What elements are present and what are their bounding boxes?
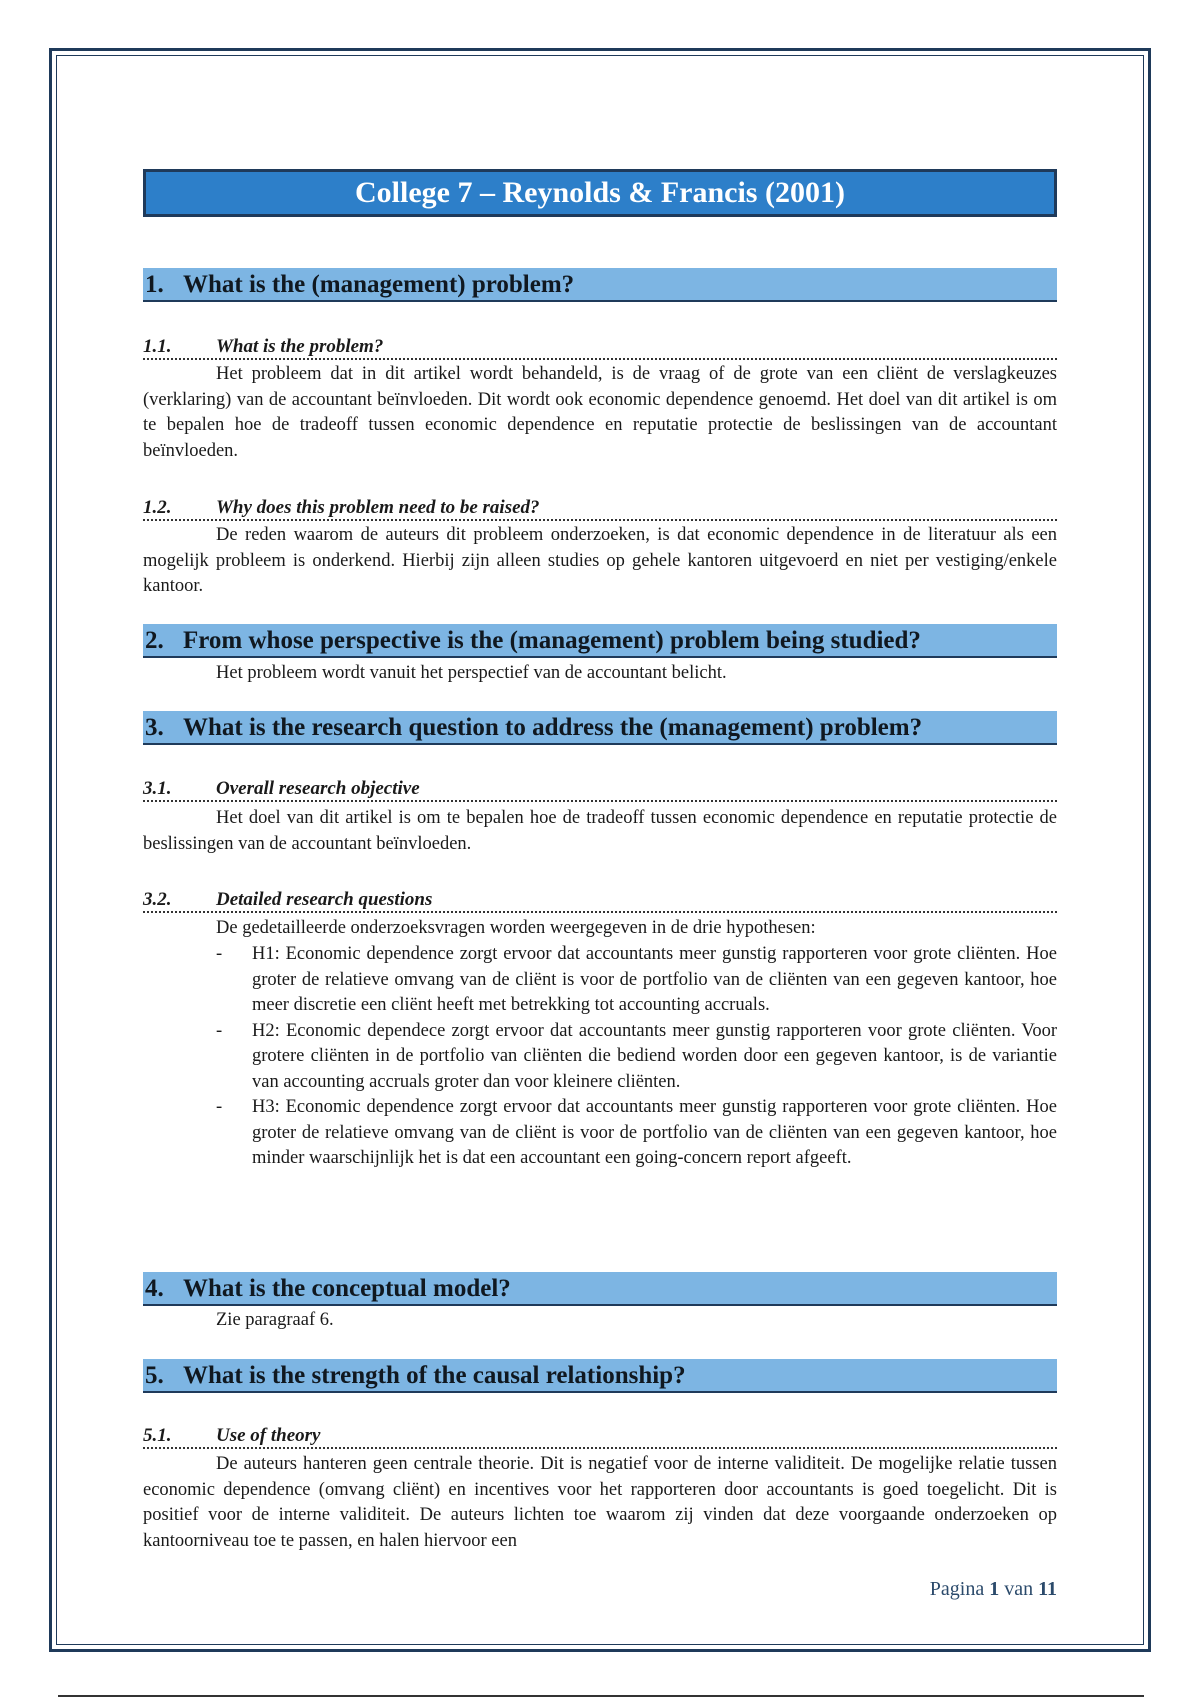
section-4-title: What is the conceptual model?: [183, 1275, 511, 1302]
hypothesis-item: [143, 942, 1057, 1019]
section-4-heading: [143, 1272, 1057, 1306]
subsection-3-1-text: Het doel van dit artikel is om te bepalen hoe de tradeoff tussen economic dependence en reputatie protectie de beslissingen van de accountant beïnvloeden.: [143, 808, 1057, 854]
list-bullet: -: [216, 1097, 223, 1117]
page-number-total: 11: [1038, 1578, 1057, 1600]
section-2-title: From whose perspective is the (management) problem being studied?: [183, 627, 921, 654]
section-1-number: 1.: [145, 271, 164, 298]
list-bullet: -: [216, 944, 223, 964]
section-3-number: 3.: [145, 714, 164, 741]
document-title: College 7 – Reynolds & Francis (2001): [143, 169, 1057, 217]
page-number-prefix: Pagina: [929, 1578, 985, 1600]
subsection-3-2-intro: De gedetailleerde onderzoeksvragen worden weergegeven in de drie hypothesen:: [216, 918, 816, 938]
hypothesis-item: [143, 1019, 1057, 1096]
section-1-heading: [143, 268, 1057, 302]
subsection-3-1-heading: [143, 778, 1057, 802]
section-3-title: What is the research question to address the (management) problem?: [183, 714, 923, 741]
section-2-heading: [143, 624, 1057, 658]
section-4-text: Zie paragraaf 6.: [216, 1310, 334, 1330]
subsection-1-2-heading: [143, 497, 1057, 521]
section-3-heading: [143, 711, 1057, 745]
section-4-number: 4.: [145, 1275, 164, 1302]
list-bullet: -: [216, 1020, 223, 1041]
subsection-5-1-number: 5.1.: [143, 1425, 172, 1446]
page-number-current: 1: [989, 1578, 1000, 1600]
subsection-3-1-number: 3.1.: [143, 778, 172, 799]
subsection-1-1-heading: [143, 336, 1057, 360]
section-5-number: 5.: [145, 1362, 164, 1389]
hypothesis-text: H1: Economic dependence zorgt ervoor dat accountants meer gunstig rapporteren voor grote cliënten. Hoe groter de relatieve omvang van de cliënt is voor de portfolio van de cliënten van een gegeven kantoor, hoe meer discretie een cliënt heeft met betrekking tot accounting accruals.: [252, 944, 1057, 1015]
subsection-5-1-title: Use of theory: [216, 1425, 321, 1446]
section-2-number: 2.: [145, 627, 164, 654]
subsection-3-2-title: Detailed research questions: [216, 889, 433, 910]
subsection-1-1-number: 1.1.: [143, 336, 172, 357]
subsection-1-1-text: Het probleem dat in dit artikel wordt behandeld, is de vraag of de grote van een cliënt de verslagkeuzes (verklaring) van de accountant beïnvloeden. Dit wordt ook economic dependence genoemd. Het doel van dit artikel is om te bepalen hoe de tradeoff tussen economic dependence en reputatie protectie de beslissingen van de accountant beïnvloeden.: [143, 364, 1057, 461]
hypotheses-list: [143, 942, 1057, 1172]
bottom-divider: [58, 1695, 1144, 1697]
section-5-heading: [143, 1359, 1057, 1393]
subsection-1-1-title: What is the problem?: [216, 336, 384, 357]
subsection-1-2-text: De reden waarom de auteurs dit probleem onderzoeken, is dat economic dependence in de literatuur als een mogelijk probleem is onderkend. Hierbij zijn alleen studies op gehele kantoren uitgevoerd en niet per vestiging/enkele kantoor.: [143, 525, 1057, 596]
subsection-5-1-text: De auteurs hanteren geen centrale theorie. Dit is negatief voor de interne validiteit. De mogelijke relatie tussen economic dependence (omvang cliënt) en incentives voor het rapporteren door accountants is goed toegelicht. Dit is positief voor de interne validiteit. De auteurs lichten toe waarom zij vinden dat deze voorgaande onderzoeken op kantoorniveau toe te passen, en halen hiervoor een: [143, 1454, 1057, 1551]
subsection-1-2-number: 1.2.: [143, 497, 172, 518]
subsection-3-2-number: 3.2.: [143, 889, 172, 910]
section-2-text: Het probleem wordt vanuit het perspectief van de accountant belicht.: [216, 663, 727, 683]
subsection-5-1-heading: [143, 1425, 1057, 1449]
section-5-title: What is the strength of the causal relationship?: [183, 1362, 686, 1389]
subsection-3-2-heading: [143, 889, 1057, 913]
page-number: [930, 1578, 1057, 1601]
hypothesis-item: [143, 1095, 1057, 1172]
subsection-3-1-title: Overall research objective: [216, 778, 420, 799]
hypothesis-text: H2: Economic dependece zorgt ervoor dat accountants meer gunstig rapporteren voor grote cliënten. Voor grotere cliënten in de portfolio van cliënten die bediend worden door een gegeven kantoor, is de variantie van accounting accruals groter dan voor kleinere cliënten.: [252, 1020, 1057, 1092]
section-1-title: What is the (management) problem?: [183, 271, 575, 298]
subsection-1-2-title: Why does this problem need to be raised?: [216, 497, 540, 518]
page-number-middle: van: [1004, 1578, 1034, 1600]
hypothesis-text: H3: Economic dependence zorgt ervoor dat accountants meer gunstig rapporteren voor grote cliënten. Hoe groter de relatieve omvang van de cliënt is voor de portfolio van de cliënten van een gegeven kantoor, hoe minder waarschijnlijk het is dat een accountant een going-concern report afgeeft.: [252, 1097, 1057, 1168]
